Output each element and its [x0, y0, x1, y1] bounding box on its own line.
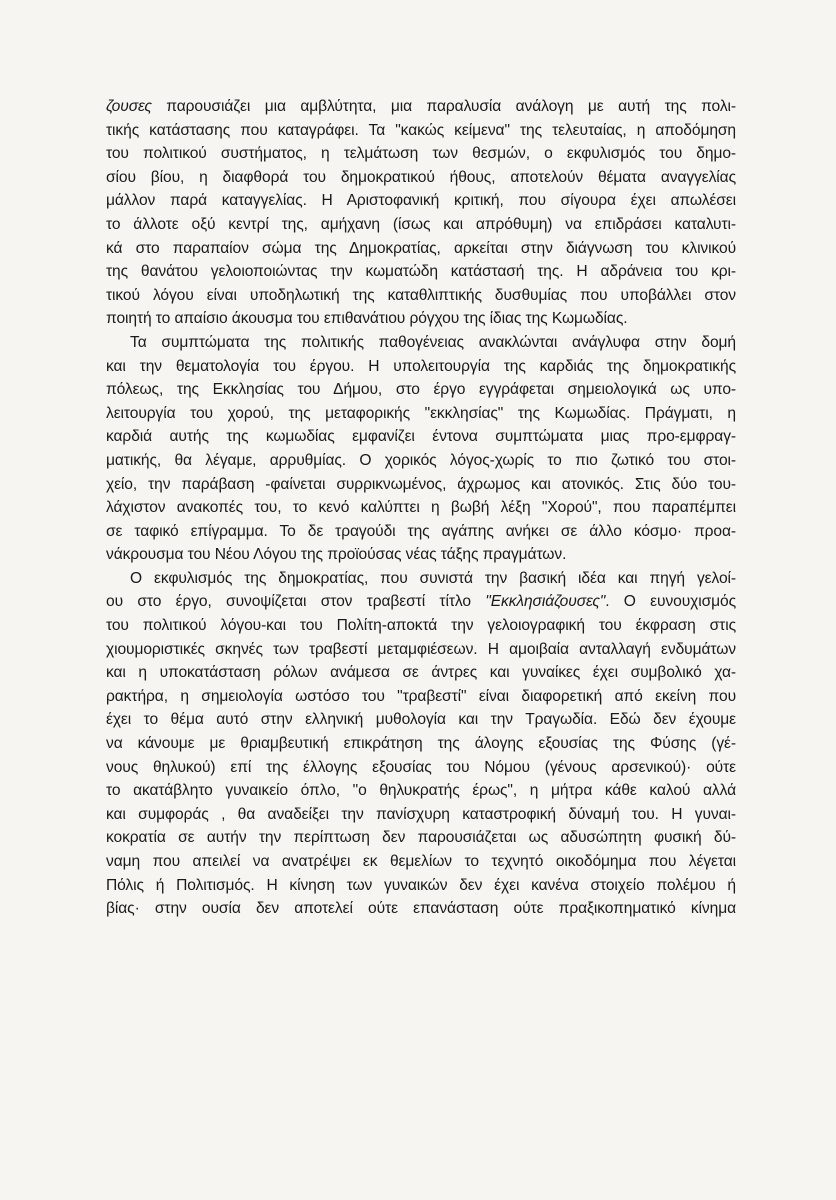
text-line [106, 260, 736, 284]
text-segment: ρακτήρα, η σημειολογία ωστόσο του "τραβεστί" είναι διαφορετική από εκείνη που [106, 687, 736, 705]
text-segment: καρδιά αυτής της κωμωδίας εμφανίζει έντονα συμπτώματα μιας προ-εμφραγ- [106, 428, 736, 446]
text-segment: ου στο έργο, συνοψίζεται στον τραβεστί τίτλο [106, 593, 486, 611]
text-line [106, 189, 736, 213]
text-line [106, 166, 736, 190]
text-segment: έχει το θέμα αυτό στην ελληνική μυθολογία και την Τραγωδία. Εδώ δεν έχουμε [106, 711, 736, 729]
text-segment: λάχιστον ανακοπές του, το κενό καλύπτει η βωβή λέξη "Χορού", που παραπέμπει [106, 499, 736, 517]
text-line [106, 661, 736, 685]
text-line [106, 567, 736, 591]
text-segment: τικού λόγου είναι υποδηλωτική της καταθλιπτικής δυσθυμίας που υποβάλλει στον [106, 286, 736, 304]
text-segment: νους θηλυκού) επί της έλλογης εξουσίας του Νόμου (γένους αρσενικού)· ούτε [106, 758, 736, 776]
text-segment: σίου βίου, η διαφθορά του δημοκρατικού ήθους, αποτελούν θέματα αναγγελίας [106, 168, 736, 186]
text-line [106, 826, 736, 850]
text-line [106, 638, 736, 662]
text-line [106, 520, 736, 544]
text-line [106, 355, 736, 379]
text-line [106, 307, 736, 331]
text-segment: ναμη που απειλεί να ανατρέψει εκ θεμελίων το τεχνητό οικοδόμημα που λέγεται [106, 853, 736, 870]
text-line [106, 874, 736, 898]
text-line [106, 425, 736, 449]
text-segment: της θανάτου γελοιοποιώντας την κωματώδη κατάστασή της. Η αδράνεια του κρι- [106, 263, 736, 281]
text-line [106, 708, 736, 732]
text-segment: του πολιτικού συστήματος, η τελμάτωση των θεσμών, ο εκφυλισμός του δημο- [106, 145, 736, 163]
text-segment: τικής κατάστασης που καταγράφει. Τα "κακώς κείμενα" της τελευταίας, η αποδόμηση [106, 121, 736, 139]
paragraph [106, 95, 736, 331]
paragraph [106, 567, 736, 921]
text-line [106, 378, 736, 402]
text-segment: κοκρατία σε αυτήν την περίπτωση δεν παρουσιάζεται ως αδυσώπητη φυσική δύ- [106, 829, 736, 847]
text-segment: μάλλον παρά καταγγελίας. Η Αριστοφανική κριτική, που σίγουρα έχει απωλέσει [106, 192, 736, 210]
text-line [106, 402, 736, 426]
text-segment: το ακατάβλητο γυναικείο όπλο, "ο θηλυκρατής έρως", η μήτρα κάθε καλού αλλά [106, 782, 736, 800]
text-segment: και την θεματολογία του έργου. Η υπολειτουργία της καρδιάς της δημοκρατικής [106, 357, 736, 375]
text-segment: ποιητή το απαίσιο άκουσμα του επιθανάτιου ρόγχου της ίδιας της Κωμωδίας. [106, 310, 628, 328]
text-segment: παρουσιάζει μια αμβλύτητα, μια παραλυσία ανάλογη με αυτή της πολι- [151, 98, 736, 115]
text-line [106, 732, 736, 756]
text-segment: ματικής, θα λέγαμε, αρρυθμίας. Ο χορικός λόγος-χωρίς το πιο ζωτικό του στοι- [106, 451, 736, 469]
text-line [106, 473, 736, 497]
text-segment: Πόλις ή Πολιτισμός. Η κίνηση των γυναικών δεν έχει κανένα στοιχείο πολέμου ή [106, 876, 736, 894]
text-segment: πόλεως, της Εκκλησίας του Δήμου, στο έργο εγγράφεται σημειολογικά ως υπο- [106, 381, 736, 399]
text-segment: βίας· στην ουσία δεν αποτελεί ούτε επανάσταση ούτε πραξικοπηματικό κίνημα [106, 900, 736, 918]
text-line [106, 803, 736, 827]
text-line [106, 496, 736, 520]
text-line [106, 331, 736, 355]
text-segment: Ο εκφυλισμός της δημοκρατίας, που συνιστά την βασική ιδέα και πηγή γελοί- [130, 569, 736, 587]
text-line [106, 543, 736, 567]
text-segment: σε ταφικό επίγραμμα. Το δε τραγούδι της αγάπης ανήκει σε άλλο κόσμο· προα- [106, 522, 736, 540]
text-line [106, 756, 736, 780]
text-line [106, 685, 736, 709]
text-line [106, 897, 736, 921]
text-line [106, 213, 736, 237]
text-line [106, 779, 736, 803]
body-text [106, 95, 736, 921]
text-segment: και συμφοράς , θα αναδείξει την πανίσχυρη καταστροφική δύναμή του. Η γυναι- [106, 805, 736, 823]
text-segment: το άλλοτε οξύ κεντρί της, αμήχανη (ίσως και απρόθυμη) να επιδράσει καταλυτι- [106, 215, 736, 233]
text-segment: λειτουργία του χορού, της μεταφορικής "εκκλησίας" της Κωμωδίας. Πράγματι, η [106, 404, 736, 422]
text-line [106, 850, 736, 874]
italic-text: ζουσες [106, 98, 152, 115]
text-segment: νάκρουσμα του Νέου Λόγου της προϊούσας νέας τάξης πραγμάτων. [106, 546, 567, 564]
text-segment: του πολιτικού λόγου-και του Πολίτη-αποκτά την γελοιογραφική του έκφραση στις [106, 617, 736, 635]
text-segment: και η υποκατάσταση ρόλων ανάμεσα σε άντρες και γυναίκες έχει συμβολικό χα- [106, 664, 736, 682]
text-segment: να κάνουμε με θριαμβευτική επικράτηση της άλογης εξουσίας της Φύσης (γέ- [106, 735, 736, 753]
text-line [106, 284, 736, 308]
text-segment: . Ο ευνουχισμός [605, 593, 736, 611]
text-line [106, 95, 736, 119]
paragraph [106, 331, 736, 567]
text-line [106, 237, 736, 261]
text-segment: χείο, την παράβαση -φαίνεται συρρικνωμένος, άχρωμος και ατονικός. Στις δύο του- [106, 475, 736, 493]
text-line [106, 590, 736, 614]
text-segment: Τα συμπτώματα της πολιτικής παθογένειας ανακλώνται ανάγλυφα στην δομή [130, 333, 736, 351]
text-line [106, 449, 736, 473]
italic-text: "Εκκλησιάζουσες" [485, 593, 606, 611]
text-line [106, 119, 736, 143]
text-segment: χιουμοριστικές σκηνές των τραβεστί μεταμφιέσεων. Η αμοιβαία ανταλλαγή ενδυμάτων [106, 640, 736, 658]
text-segment: κά στο παραπαίον σώμα της Δημοκρατίας, αρκείται στην διάγνωση του κλινικού [106, 239, 736, 257]
text-line [106, 614, 736, 638]
text-line [106, 142, 736, 166]
